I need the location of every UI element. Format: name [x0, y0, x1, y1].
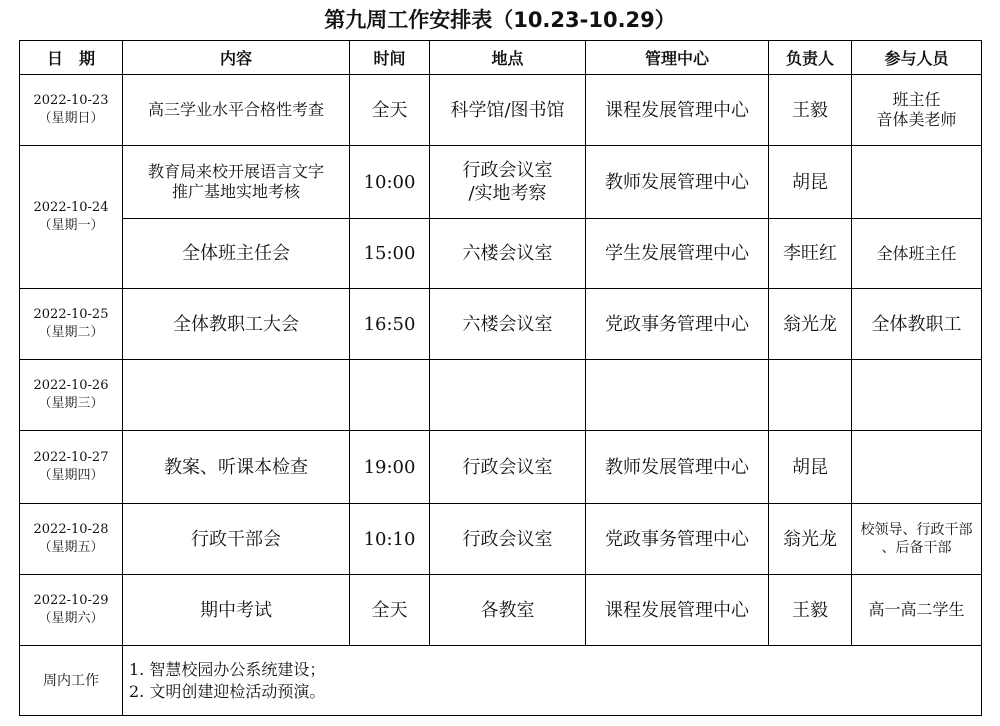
content-cell [123, 360, 350, 431]
participants-cell [852, 431, 982, 504]
header-time: 时间 [350, 41, 430, 75]
header-leader: 负责人 [769, 41, 852, 75]
participants-cell: 校领导、行政干部 、后备干部 [852, 504, 982, 575]
date-cell [20, 504, 123, 575]
weekly-row [20, 646, 982, 716]
weekday-text: （星期二） [38, 325, 104, 340]
weekday-text: （星期六） [38, 611, 104, 626]
date-cell [20, 575, 123, 646]
center-cell: 学生发展管理中心 [586, 219, 769, 289]
date-cell [20, 360, 123, 431]
content-cell: 全体班主任会 [123, 219, 350, 289]
place-cell: 各教室 [430, 575, 586, 646]
leader-cell: 翁光龙 [769, 504, 852, 575]
center-cell: 党政事务管理中心 [586, 504, 769, 575]
content-cell: 教育局来校开展语言文字 推广基地实地考核 [123, 146, 350, 219]
time-cell: 全天 [350, 575, 430, 646]
weekday-text: （星期三） [38, 396, 104, 411]
header-content: 内容 [123, 41, 350, 75]
place-cell: 行政会议室 [430, 431, 586, 504]
time-cell: 16:50 [350, 289, 430, 360]
place-cell: 科学馆/图书馆 [430, 75, 586, 146]
header-participants: 参与人员 [852, 41, 982, 75]
schedule-table [19, 40, 982, 716]
place-cell: 行政会议室 /实地考察 [430, 146, 586, 219]
content-cell: 期中考试 [123, 575, 350, 646]
weekday-text: （星期日） [38, 111, 104, 126]
leader-cell: 翁光龙 [769, 289, 852, 360]
leader-cell: 李旺红 [769, 219, 852, 289]
participants-cell: 高一高二学生 [852, 575, 982, 646]
place-cell [430, 360, 586, 431]
participants-cell [852, 360, 982, 431]
table-row [20, 289, 982, 360]
time-cell: 10:10 [350, 504, 430, 575]
date-cell [20, 431, 123, 504]
date-cell [20, 289, 123, 360]
header-place: 地点 [430, 41, 586, 75]
center-cell: 党政事务管理中心 [586, 289, 769, 360]
center-cell: 教师发展管理中心 [586, 431, 769, 504]
date-text: 2022-10-28 [33, 522, 109, 537]
table-row [20, 75, 982, 146]
time-cell: 全天 [350, 75, 430, 146]
center-cell [586, 360, 769, 431]
table-row [20, 575, 982, 646]
time-cell: 15:00 [350, 219, 430, 289]
leader-cell: 胡昆 [769, 431, 852, 504]
weekday-text: （星期一） [38, 218, 104, 233]
date-text: 2022-10-23 [33, 93, 109, 108]
content-cell: 高三学业水平合格性考查 [123, 75, 350, 146]
participants-cell: 全体教职工 [852, 289, 982, 360]
date-text: 2022-10-26 [33, 378, 109, 393]
participants-cell: 班主任 音体美老师 [852, 75, 982, 146]
table-row [20, 431, 982, 504]
leader-cell: 王毅 [769, 575, 852, 646]
date-text: 2022-10-25 [33, 307, 109, 322]
header-center: 管理中心 [586, 41, 769, 75]
center-cell: 课程发展管理中心 [586, 575, 769, 646]
time-cell [350, 360, 430, 431]
header-date: 日 期 [20, 41, 123, 75]
date-text: 2022-10-24 [33, 200, 109, 215]
weekly-item: 2. 文明创建迎检活动预演。 [129, 681, 326, 701]
header-row [20, 41, 982, 75]
participants-cell: 全体班主任 [852, 219, 982, 289]
date-text: 2022-10-29 [33, 593, 109, 608]
center-cell: 教师发展管理中心 [586, 146, 769, 219]
table-row [20, 360, 982, 431]
leader-cell: 胡昆 [769, 146, 852, 219]
center-cell: 课程发展管理中心 [586, 75, 769, 146]
place-cell: 行政会议室 [430, 504, 586, 575]
date-text: 2022-10-27 [33, 450, 109, 465]
weekday-text: （星期五） [38, 540, 104, 555]
weekly-item: 1. 智慧校园办公系统建设； [129, 659, 326, 679]
content-cell: 教案、听课本检查 [123, 431, 350, 504]
content-cell: 行政干部会 [123, 504, 350, 575]
date-cell [20, 146, 123, 289]
place-cell: 六楼会议室 [430, 289, 586, 360]
time-cell: 10:00 [350, 146, 430, 219]
table-row [20, 146, 982, 219]
weekly-items [123, 646, 982, 716]
place-cell: 六楼会议室 [430, 219, 586, 289]
time-cell: 19:00 [350, 431, 430, 504]
content-cell: 全体教职工大会 [123, 289, 350, 360]
page-title: 第九周工作安排表（10.23-10.29） [324, 8, 676, 32]
table-row [20, 219, 982, 289]
date-cell [20, 75, 123, 146]
weekly-label: 周内工作 [20, 646, 123, 716]
participants-cell [852, 146, 982, 219]
table-row [20, 504, 982, 575]
leader-cell [769, 360, 852, 431]
weekday-text: （星期四） [38, 468, 104, 483]
leader-cell: 王毅 [769, 75, 852, 146]
